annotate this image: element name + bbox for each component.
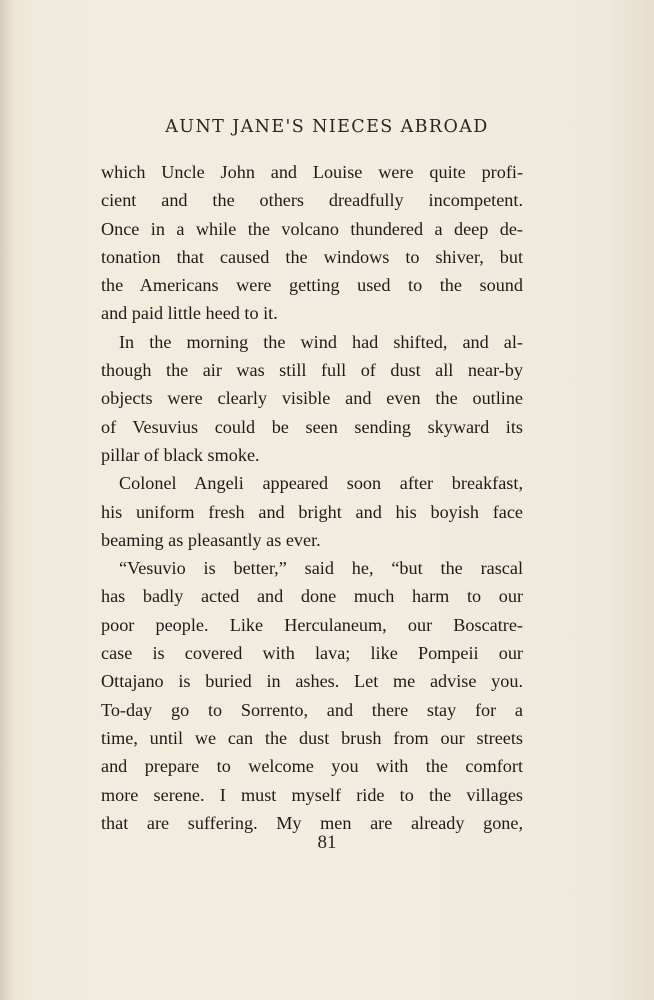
running-head: AUNT JANE'S NIECES ABROAD [165, 117, 489, 137]
text-line: “Vesuvio is better,” said he, “but the rascal [119, 558, 523, 579]
text-line: the Americans were getting used to the sound [101, 275, 523, 296]
text-line: his uniform fresh and bright and his boyish face [101, 501, 523, 522]
text-line: To-day go to Sorrento, and there stay for a [101, 699, 523, 720]
text-line: and paid little heed to it. [101, 303, 278, 324]
text-line: Once in a while the volcano thundered a deep de- [101, 218, 523, 239]
text-line: In the morning the wind had shifted, and al- [119, 331, 523, 352]
text-line: which Uncle John and Louise were quite profi- [101, 162, 523, 182]
text-line: Colonel Angeli appeared soon after breakfast, [119, 473, 523, 494]
text-line: of Vesuvius could be seen sending skyward its [101, 416, 523, 437]
text-line: time, until we can the dust brush from our streets [101, 727, 523, 748]
text-line: beaming as pleasantly as ever. [101, 529, 321, 550]
page-number: 81 [317, 832, 337, 853]
text-line: Ottajano is buried in ashes. Let me advise you. [101, 671, 523, 692]
text-line: poor people. Like Herculaneum, our Boscatre- [101, 614, 523, 635]
text-line: objects were clearly visible and even the outline [101, 388, 523, 409]
text-line: though the air was still full of dust all near-by [101, 360, 523, 381]
text-line: case is covered with lava; like Pompeii our [101, 643, 523, 664]
body-text [101, 158, 523, 837]
text-line: that are suffering. My men are already gone, [101, 812, 523, 833]
text-line: tonation that caused the windows to shiver, but [101, 246, 523, 267]
text-line: and prepare to welcome you with the comfort [101, 756, 523, 777]
text-line: has badly acted and done much harm to our [101, 586, 523, 607]
text-line: more serene. I must myself ride to the villages [101, 784, 523, 805]
text-line: pillar of black smoke. [101, 444, 260, 465]
text-line: cient and the others dreadfully incompetent. [101, 190, 523, 211]
